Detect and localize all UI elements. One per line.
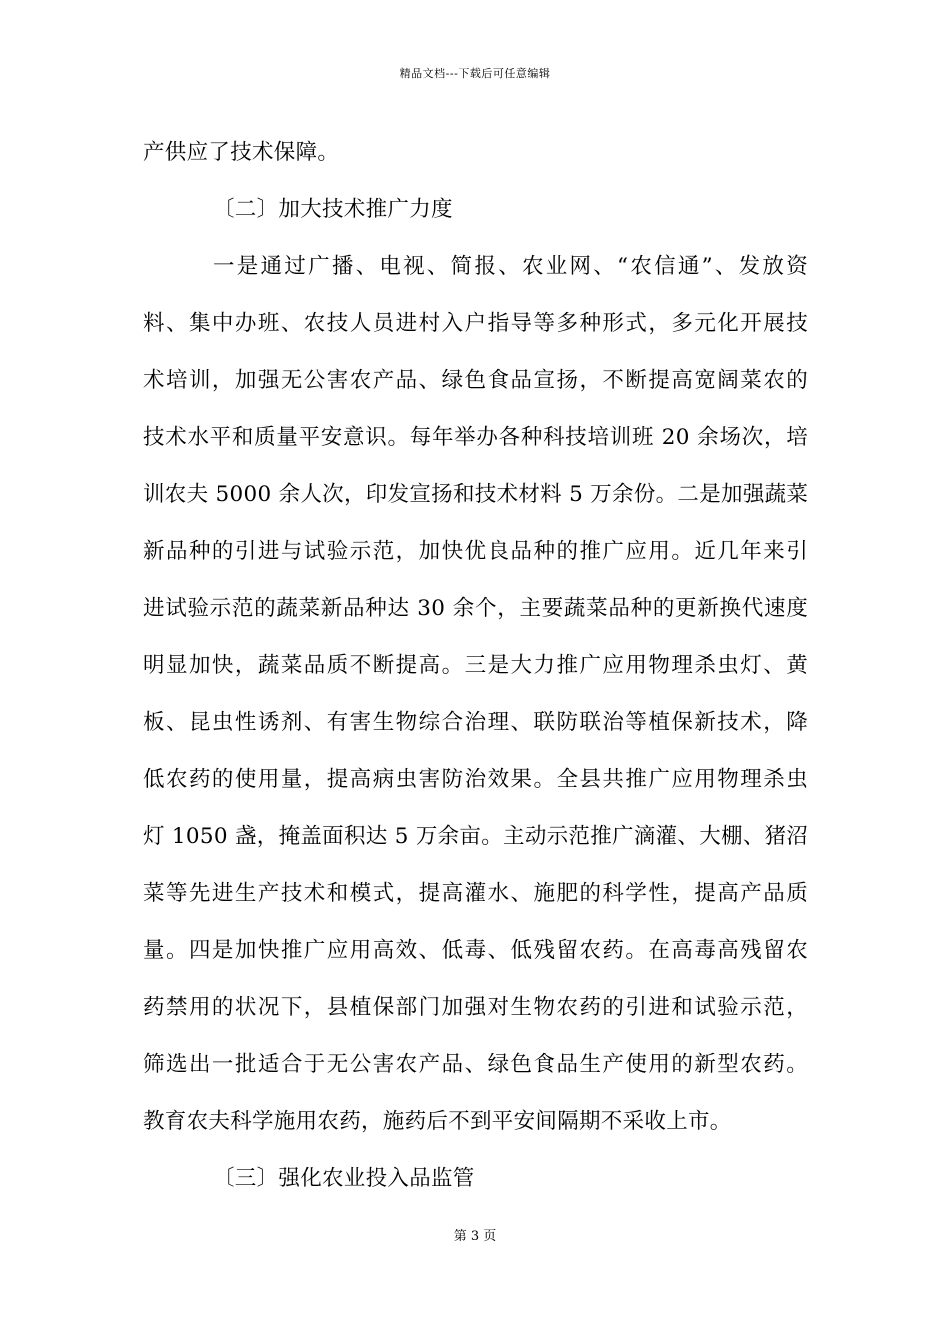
paragraph-line: 明显加快，蔬菜品质不断提高。三是大力推广应用物理杀虫灯、黄 — [143, 653, 808, 678]
paragraph-line: 菜等先进生产技术和模式，提高灌水、施肥的科学性，提高产品质 — [143, 881, 808, 906]
paragraph-line: 一是通过广播、电视、简报、农业网、“农信通”、发放资 — [213, 254, 808, 279]
page-header: 精品文档---下载后可任意编辑 — [399, 67, 551, 80]
paragraph-line: 术培训，加强无公害农产品、绿色食品宣扬，不断提高宽阔菜农的 — [143, 368, 808, 393]
paragraph-line: 灯 1050 盏，掩盖面积达 5 万余亩。主动示范推广滴灌、大棚、猪沼 — [143, 824, 809, 849]
section-heading-2: 〔二〕加大技术推广力度 — [213, 197, 453, 222]
section-heading-3: 〔三〕强化农业投入品监管 — [213, 1166, 475, 1191]
paragraph-line: 低农药的使用量，提高病虫害防治效果。全县共推广应用物理杀虫 — [143, 767, 808, 792]
document-body — [143, 124, 808, 1207]
paragraph-line: 进试验示范的蔬菜新品种达 30 余个，主要蔬菜品种的更新换代速度 — [143, 596, 808, 621]
paragraph-line: 教育农夫科学施用农药，施药后不到平安间隔期不采收上市。 — [143, 1109, 732, 1134]
paragraph-line: 技术水平和质量平安意识。每年举办各种科技培训班 20 余场次，培 — [143, 425, 808, 450]
paragraph-line: 新品种的引进与试验示范，加快优良品种的推广应用。近几年来引 — [143, 539, 808, 564]
paragraph-line: 量。四是加快推广应用高效、低毒、低残留农药。在高毒高残留农 — [143, 938, 808, 963]
paragraph-line: 板、昆虫性诱剂、有害生物综合治理、联防联治等植保新技术，降 — [143, 710, 808, 735]
paragraph-line: 药禁用的状况下，县植保部门加强对生物农药的引进和试验示范， — [143, 995, 808, 1020]
paragraph-line: 训农夫 5000 余人次，印发宣扬和技术材料 5 万余份。二是加强蔬菜 — [143, 482, 809, 507]
paragraph-line: 产供应了技术保障。 — [143, 140, 340, 165]
page-number: 第 3 页 — [453, 1229, 497, 1244]
paragraph-line: 料、集中办班、农技人员进村入户指导等多种形式，多元化开展技 — [143, 311, 808, 336]
paragraph-line: 筛选出一批适合于无公害农产品、绿色食品生产使用的新型农药。 — [143, 1052, 808, 1077]
